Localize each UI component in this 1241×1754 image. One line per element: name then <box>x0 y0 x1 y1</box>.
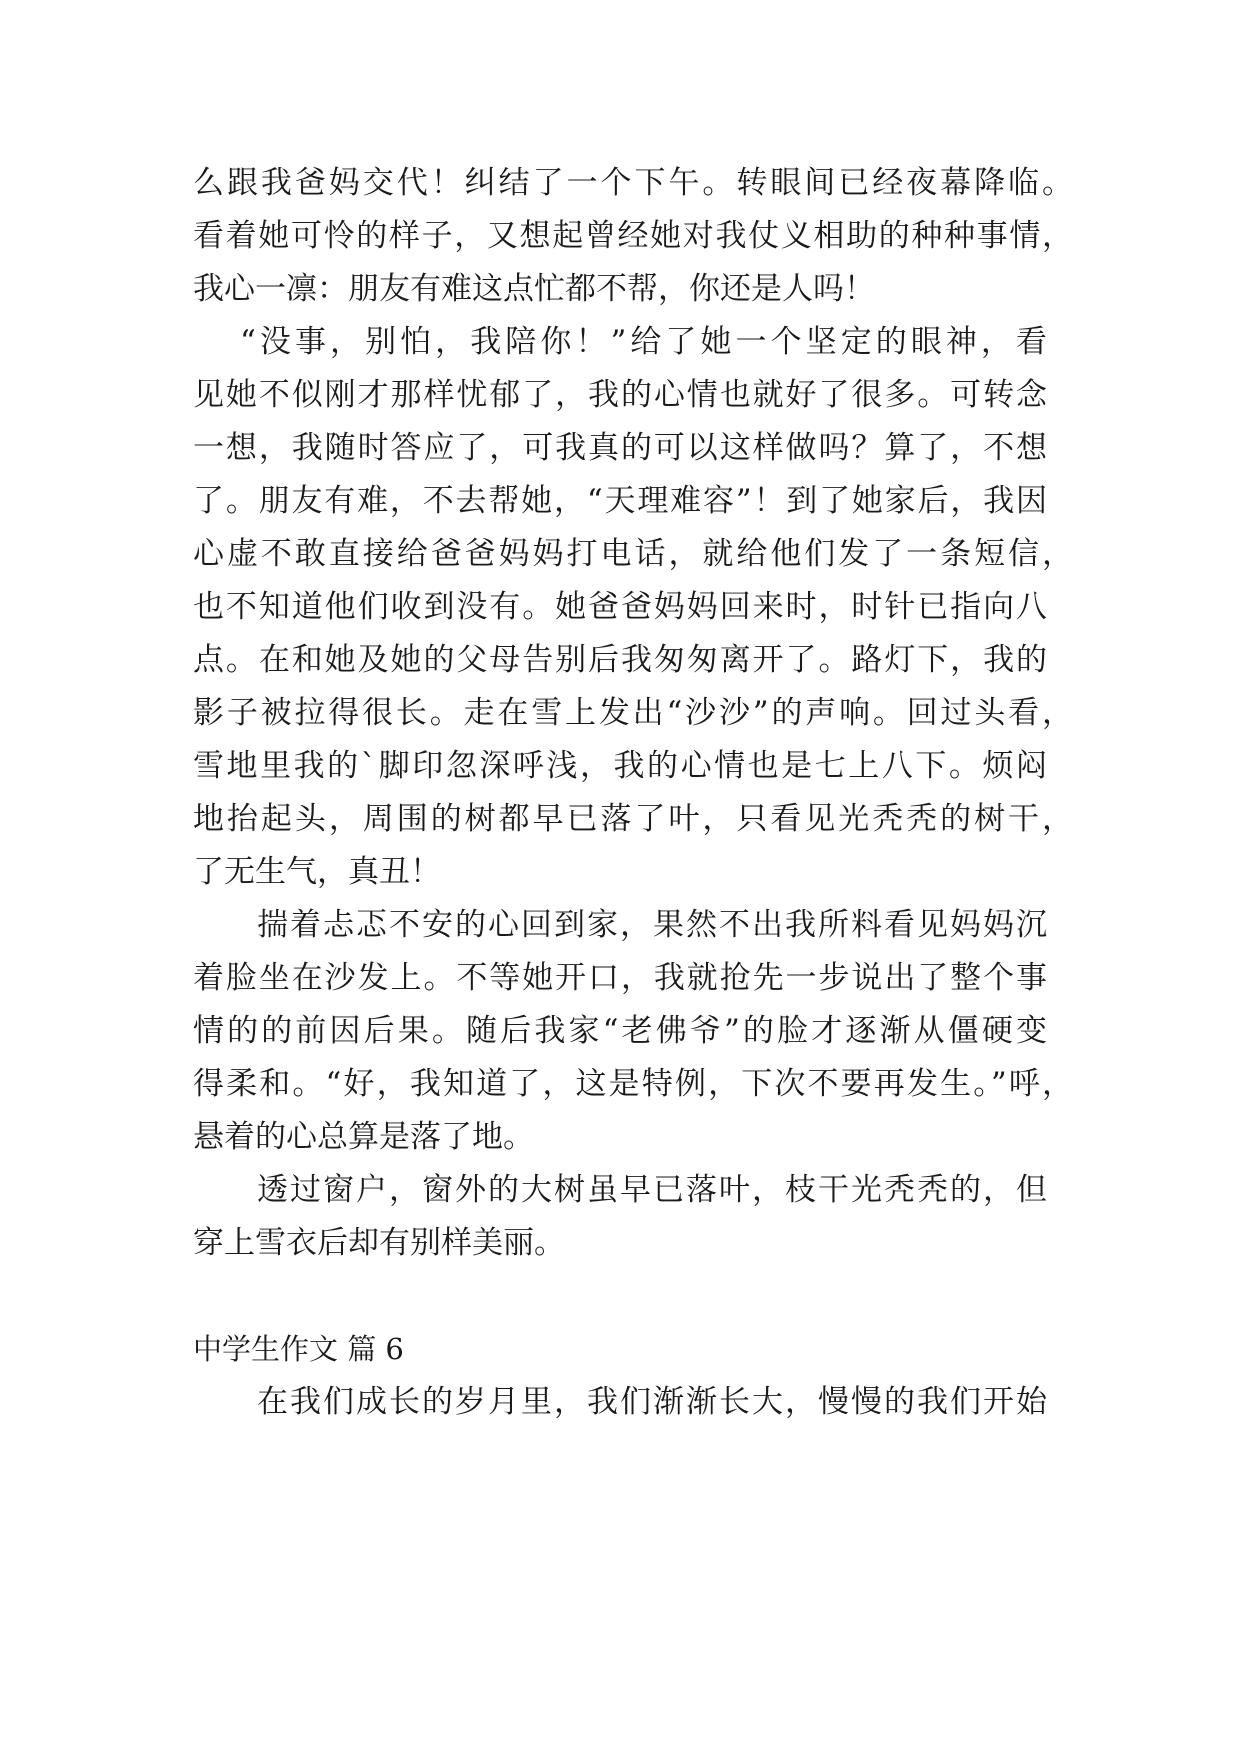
text-line: 穿上雪衣后却有别样美丽。 <box>193 1225 565 1261</box>
text-line: 也不知道他们收到没有。她爸爸妈妈回来时，时针已指向八 <box>193 589 1047 625</box>
text-line: 心虚不敢直接给爸爸妈妈打电话，就给他们发了一条短信， <box>193 536 1073 572</box>
text-line: 么跟我爸妈交代！纠结了一个下午。转眼间已经夜幕降临。 <box>193 165 1073 201</box>
text-line: 一想，我随时答应了，可我真的可以这样做吗？算了，不想 <box>193 430 1047 466</box>
text-line: 着脸坐在沙发上。不等她开口，我就抢先一步说出了整个事 <box>193 960 1047 996</box>
text-line: 见她不似刚才那样忧郁了，我的心情也就好了很多。可转念 <box>193 377 1047 413</box>
text-line: 在我们成长的岁月里，我们渐渐长大，慢慢的我们开始 <box>257 1384 1047 1420</box>
text-line: 点。在和她及她的父母告别后我匆匆离开了。路灯下，我的 <box>193 642 1047 678</box>
text-line: “没事，别怕，我陪你！”给了她一个坚定的眼神，看 <box>240 324 1047 360</box>
text-line: 我心一凛：朋友有难这点忙都不帮，你还是人吗！ <box>193 271 875 307</box>
text-line: 悬着的心总算是落了地。 <box>193 1119 534 1155</box>
text-line: 雪地里我的`脚印忽深呼浅，我的心情也是七上八下。烦闷 <box>193 748 1047 784</box>
text-line: 地抬起头，周围的树都早已落了叶，只看见光秃秃的树干， <box>193 801 1073 837</box>
section-heading: 中学生作文 篇 6 <box>193 1332 404 1366</box>
text-line: 影子被拉得很长。走在雪上发出“沙沙”的声响。回过头看， <box>193 695 1073 731</box>
text-line: 了无生气，真丑！ <box>193 854 441 890</box>
text-line: 透过窗户，窗外的大树虽早已落叶，枝干光秃秃的，但 <box>257 1172 1047 1208</box>
text-line: 得柔和。“好，我知道了，这是特例，下次不要再发生。”呼， <box>193 1066 1073 1102</box>
text-line: 揣着忐忑不安的心回到家，果然不出我所料看见妈妈沉 <box>257 907 1047 943</box>
text-line: 情的的前因后果。随后我家“老佛爷”的脸才逐渐从僵硬变 <box>193 1013 1047 1049</box>
text-line: 了。朋友有难，不去帮她，“天理难容”！到了她家后，我因 <box>193 483 1047 519</box>
text-line: 看着她可怜的样子，又想起曾经她对我仗义相助的种种事情， <box>193 218 1073 254</box>
